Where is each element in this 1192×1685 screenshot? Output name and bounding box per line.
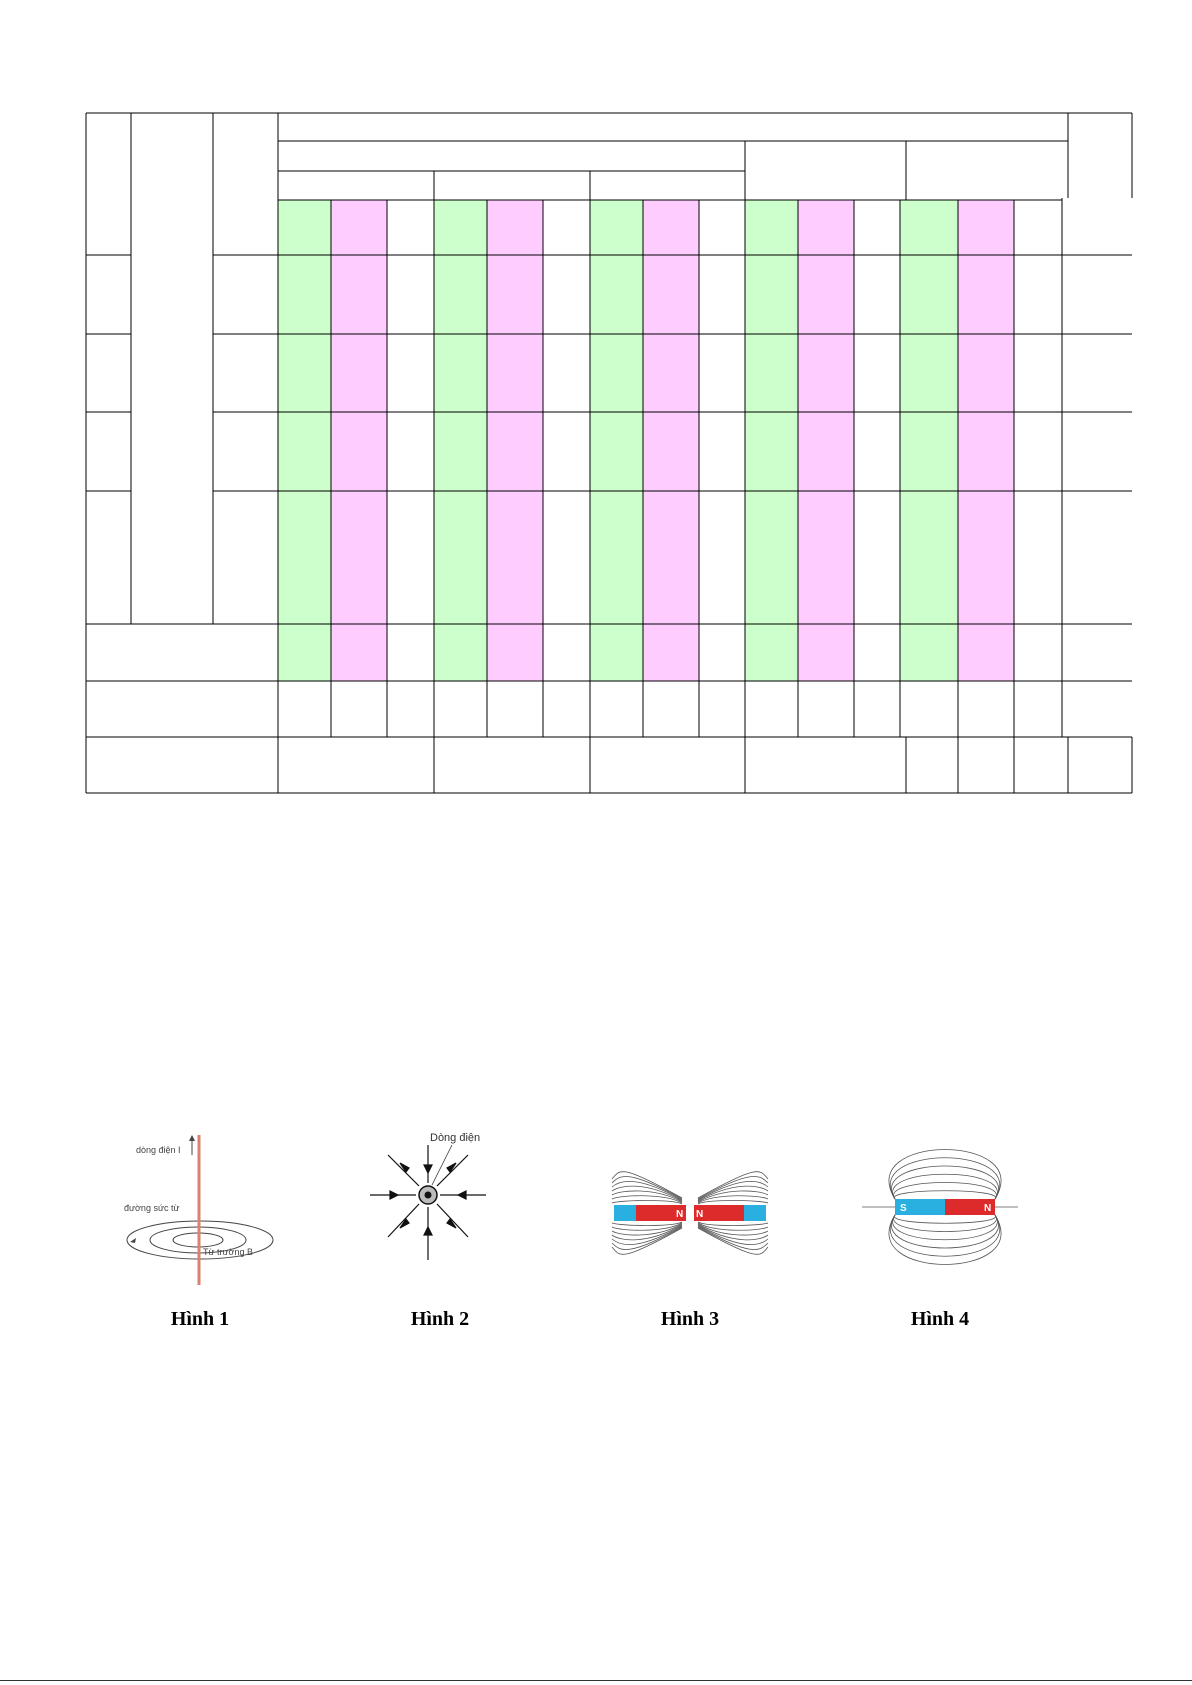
current-label: Dòng điện <box>430 1132 481 1144</box>
matrix-cell <box>278 491 331 624</box>
north-pole-right-label: N <box>696 1209 704 1220</box>
matrix-cell <box>278 412 331 491</box>
matrix-cell <box>387 334 434 412</box>
matrix-cell <box>854 334 900 412</box>
field-line <box>698 1222 768 1226</box>
matrix-cell <box>1014 334 1062 412</box>
matrix-cell <box>643 255 699 334</box>
matrix-cell <box>854 255 900 334</box>
matrix-cell <box>543 255 590 334</box>
matrix-cell <box>958 200 1014 255</box>
matrix-cell <box>278 200 331 255</box>
matrix-cell <box>590 200 643 255</box>
matrix-cell <box>487 334 543 412</box>
matrix-cell <box>854 200 900 255</box>
figure-1-caption: Hình 1 <box>170 1308 230 1330</box>
matrix-cell <box>699 491 745 624</box>
matrix-cell <box>331 255 387 334</box>
figure-4 <box>860 1125 1020 1290</box>
two-north-poles-field-icon <box>610 1125 770 1290</box>
matrix-cell <box>699 200 745 255</box>
footer-rule <box>0 1680 1192 1681</box>
matrix-cell <box>387 412 434 491</box>
figure-2 <box>360 1125 520 1290</box>
matrix-cell <box>331 491 387 624</box>
matrix-cell <box>434 200 487 255</box>
field-line <box>893 1174 998 1199</box>
matrix-cell <box>487 412 543 491</box>
south-pole-label: S <box>900 1203 907 1214</box>
matrix-cell <box>278 624 331 681</box>
figure-3-caption: Hình 3 <box>660 1308 720 1330</box>
matrix-cell <box>798 200 854 255</box>
matrix-cell <box>278 334 331 412</box>
figure-3 <box>610 1125 770 1290</box>
matrix-cell <box>900 334 958 412</box>
current-dot-radial-field-icon <box>360 1125 520 1290</box>
matrix-cell <box>487 491 543 624</box>
matrix-cell <box>543 412 590 491</box>
matrix-cell <box>643 334 699 412</box>
matrix-cell <box>278 255 331 334</box>
matrix-cell <box>854 491 900 624</box>
matrix-cell <box>1014 491 1062 624</box>
matrix-cell <box>487 200 543 255</box>
matrix-cell <box>543 624 590 681</box>
matrix-cell <box>387 624 434 681</box>
matrix-cell <box>699 624 745 681</box>
matrix-cell <box>543 200 590 255</box>
matrix-cell <box>1014 624 1062 681</box>
matrix-cell <box>643 412 699 491</box>
figure-1 <box>120 1125 280 1290</box>
matrix-cell <box>434 255 487 334</box>
field-line <box>894 1191 995 1199</box>
matrix-cell <box>900 200 958 255</box>
field-line <box>698 1201 768 1205</box>
matrix-cell <box>958 255 1014 334</box>
field-line <box>894 1215 995 1223</box>
matrix-cell <box>745 491 798 624</box>
matrix-cell <box>434 412 487 491</box>
matrix-cell <box>487 255 543 334</box>
matrix-cell <box>745 200 798 255</box>
matrix-cell <box>854 624 900 681</box>
matrix-table <box>0 0 1192 800</box>
matrix-cell <box>543 334 590 412</box>
matrix-cell <box>798 624 854 681</box>
matrix-cell <box>434 334 487 412</box>
matrix-cell <box>331 412 387 491</box>
field-line <box>893 1215 998 1240</box>
matrix-cell <box>487 624 543 681</box>
matrix-cell <box>699 255 745 334</box>
matrix-cell <box>590 255 643 334</box>
matrix-cell <box>1014 200 1062 255</box>
matrix-cell <box>958 624 1014 681</box>
matrix-cell <box>958 334 1014 412</box>
matrix-cell <box>331 200 387 255</box>
matrix-cell <box>387 255 434 334</box>
field-line <box>612 1201 682 1205</box>
matrix-cell <box>387 491 434 624</box>
matrix-cell <box>387 200 434 255</box>
field-line-label: đường sức từ <box>124 1203 180 1213</box>
matrix-cell <box>958 491 1014 624</box>
matrix-cell <box>699 412 745 491</box>
matrix-cell <box>434 624 487 681</box>
matrix-cell <box>699 334 745 412</box>
matrix-cell <box>590 412 643 491</box>
matrix-cell <box>643 624 699 681</box>
field-label: Từ trường B <box>203 1247 253 1257</box>
field-line <box>612 1222 682 1226</box>
current-label: dòng điện I <box>136 1145 181 1155</box>
matrix-cell <box>854 412 900 491</box>
matrix-cell <box>434 491 487 624</box>
matrix-cell <box>798 334 854 412</box>
figure-4-caption: Hình 4 <box>910 1308 970 1330</box>
matrix-cell <box>590 624 643 681</box>
matrix-cell <box>643 491 699 624</box>
matrix-cell <box>590 334 643 412</box>
matrix-cell <box>331 334 387 412</box>
matrix-cell <box>745 624 798 681</box>
straight-wire-field-icon <box>120 1125 280 1290</box>
matrix-cell <box>958 412 1014 491</box>
matrix-cell <box>745 412 798 491</box>
north-pole-left-label: N <box>676 1209 684 1220</box>
matrix-cell <box>745 255 798 334</box>
bar-magnet-field-icon <box>860 1125 1020 1290</box>
matrix-cell <box>745 334 798 412</box>
matrix-cell <box>798 491 854 624</box>
matrix-cell <box>900 624 958 681</box>
matrix-cell <box>1014 255 1062 334</box>
matrix-cell <box>590 491 643 624</box>
matrix-cell <box>643 200 699 255</box>
matrix-cell <box>798 412 854 491</box>
matrix-cell <box>798 255 854 334</box>
figure-2-caption: Hình 2 <box>410 1308 470 1330</box>
matrix-cell <box>900 491 958 624</box>
north-pole-label: N <box>984 1203 992 1214</box>
matrix-cell <box>900 255 958 334</box>
matrix-cell <box>331 624 387 681</box>
matrix-cell <box>900 412 958 491</box>
matrix-cell <box>543 491 590 624</box>
matrix-cell <box>1014 412 1062 491</box>
